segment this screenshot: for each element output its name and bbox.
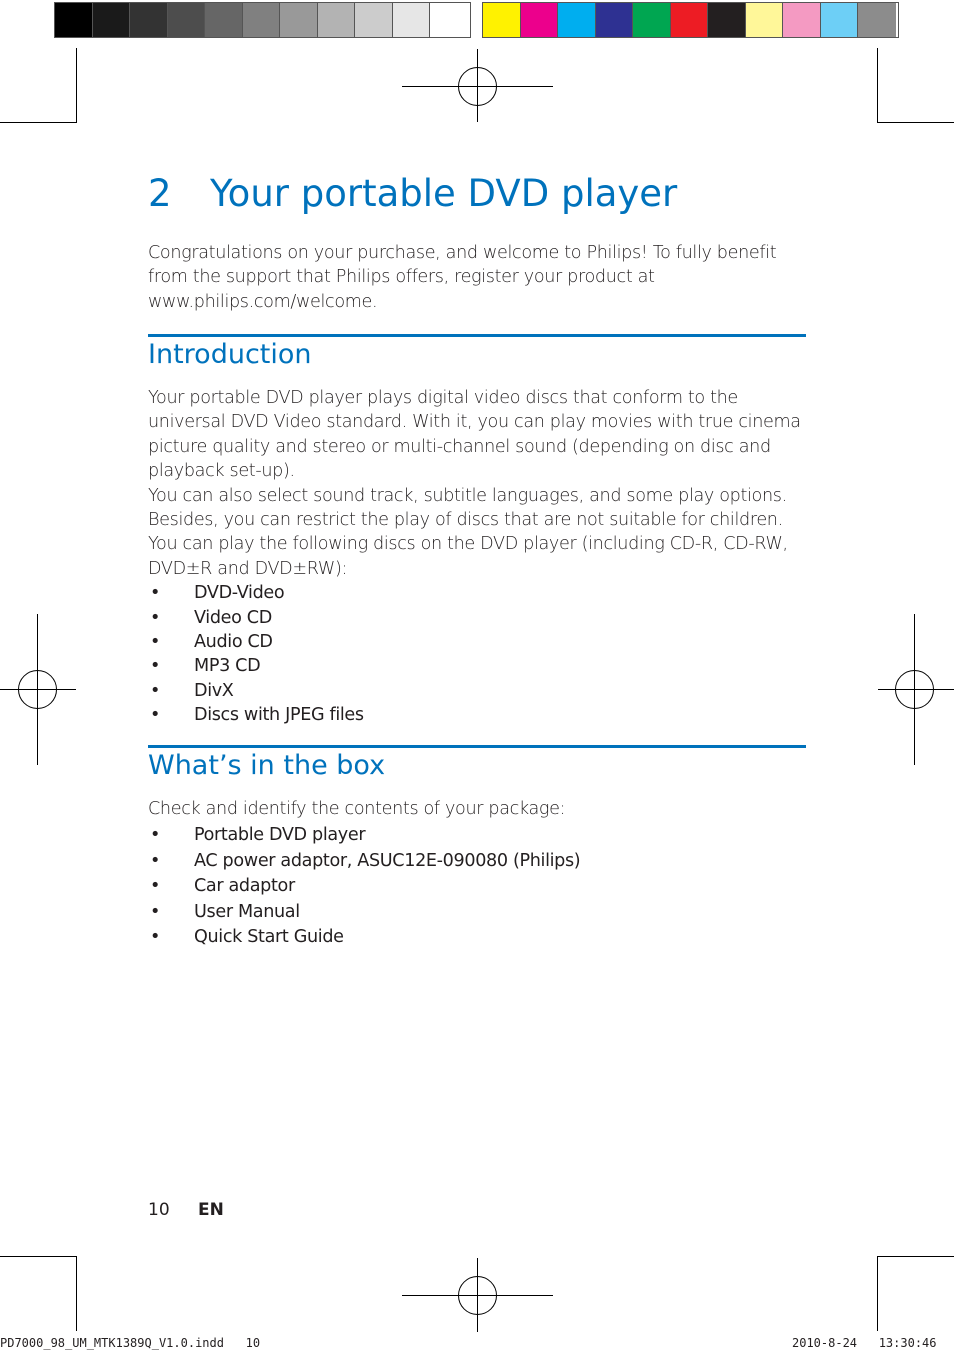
crop-mark [76,1257,77,1331]
print-slug-filename: PD7000_98_UM_MTK1389Q_V1.0.indd 10 [0,1336,261,1350]
color-swatch [521,3,559,37]
section-rule [148,334,806,337]
color-swatch [708,3,746,37]
color-swatch [55,3,93,37]
color-swatch [483,3,521,37]
bullet-icon: • [150,680,161,701]
bullet-icon: • [150,583,161,604]
color-swatch [633,3,671,37]
list-item: • DivX [148,679,806,703]
crop-mark [76,48,77,122]
color-swatch [596,3,634,37]
bullet-icon: • [150,656,161,677]
print-slug-timestamp: 2010-8-24 13:30:46 [792,1336,937,1350]
page-number: 10 [148,1200,170,1220]
color-swatch [393,3,431,37]
section-rule [148,745,806,748]
list-item: • DVD-Video [148,581,806,605]
color-swatch [746,3,784,37]
list-item: • AC power adaptor, ASUC12E-090080 (Philips) [148,849,806,875]
color-swatch [205,3,243,37]
chapter-title-text: Your portable DVD player [210,172,678,215]
bullet-icon: • [150,825,161,846]
bullet-icon: • [150,901,161,922]
page-language: EN [198,1200,224,1220]
bullet-icon: • [150,632,161,653]
introduction-heading: Introduction [148,339,312,370]
box-lead: Check and identify the contents of your package: [148,799,566,819]
color-swatch [168,3,206,37]
bullet-icon: • [150,927,161,948]
list-item: • Discs with JPEG files [148,703,806,727]
list-item: • Portable DVD player [148,823,806,849]
bullet-icon: • [150,876,161,897]
chapter-intro [148,241,806,314]
color-swatch [821,3,859,37]
box-body [148,797,806,951]
disc-list [148,581,806,727]
list-item: • MP3 CD [148,654,806,678]
list-item: • Video CD [148,606,806,630]
introduction-paragraph: Your portable DVD player plays digital video discs that conform to the universal DVD Video standard. With it, you can play movies with true cinema picture quality and stereo or multi-channel sound (depending on disc and playback set-up). [148,388,801,482]
introduction-paragraph: You can also select sound track, subtitle languages, and some play options. Besides, you can restrict the play of discs that are not suitable for children. [148,485,787,531]
color-swatch [130,3,168,37]
bullet-icon: • [150,850,161,871]
color-swatch [355,3,393,37]
grayscale-color-bar [54,2,471,38]
chapter-intro-text: Congratulations on your purchase, and welcome to Philips! To fully benefit from the support that Philips offers, register your product at www.philips.com/welcome. [148,243,777,312]
introduction-body [148,386,806,728]
color-swatch [558,3,596,37]
list-item: • User Manual [148,900,806,926]
crop-mark [877,1257,878,1331]
color-swatch [671,3,709,37]
list-item: • Quick Start Guide [148,925,806,951]
chapter-title [148,172,677,215]
process-color-bar [482,2,899,38]
list-item: • Audio CD [148,630,806,654]
crop-mark [877,1256,954,1257]
introduction-paragraph: You can play the following discs on the DVD player (including CD-R, CD-RW, DVD±R and DVD±RW): [148,534,788,579]
color-swatch [858,3,896,37]
crop-mark [877,48,878,122]
box-contents-list [148,823,806,951]
color-swatch [318,3,356,37]
color-swatch [430,3,468,37]
list-item: • Car adaptor [148,874,806,900]
color-swatch [783,3,821,37]
crop-mark [877,122,954,123]
bullet-icon: • [150,607,161,628]
color-swatch [243,3,281,37]
color-swatch [280,3,318,37]
bullet-icon: • [150,705,161,726]
color-swatch [93,3,131,37]
chapter-number: 2 [148,172,172,215]
box-heading: What’s in the box [148,750,386,781]
crop-mark [0,122,77,123]
crop-mark [0,1256,77,1257]
